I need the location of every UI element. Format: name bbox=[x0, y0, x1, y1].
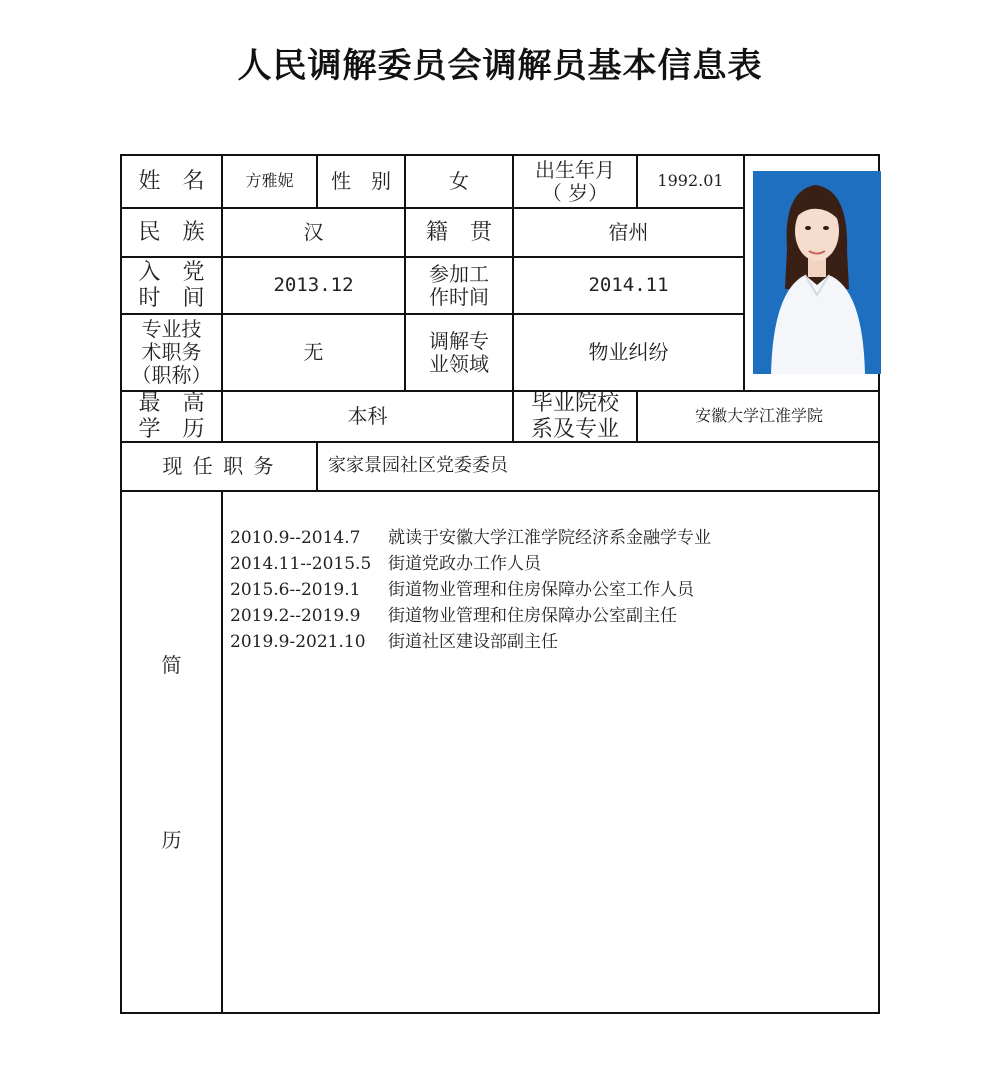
resume-desc: 街道物业管理和住房保障办公室工作人员 bbox=[388, 580, 694, 600]
title-label-line1: 专业技 bbox=[141, 317, 202, 341]
field-label-line2: 业领域 bbox=[429, 351, 489, 376]
resume-item bbox=[230, 551, 711, 577]
school-value: 安徽大学江淮学院 bbox=[694, 406, 823, 426]
resume-item bbox=[230, 603, 711, 629]
resume-label-bottom: 历 bbox=[161, 827, 182, 852]
portrait-photo-icon bbox=[753, 171, 881, 374]
professional-title-label bbox=[122, 315, 221, 390]
form-title: 人民调解委员会调解员基本信息表 bbox=[237, 46, 763, 86]
education-label bbox=[122, 392, 221, 441]
gender-label: 性 别 bbox=[331, 169, 391, 193]
professional-title-value: 无 bbox=[303, 340, 324, 364]
resume-period: 2019.9-2021.10 bbox=[230, 632, 366, 652]
work-label-line1: 参加工 bbox=[429, 261, 489, 286]
title-label-line3: （职称） bbox=[131, 363, 212, 387]
birth-label-line1: 出生年月 bbox=[535, 157, 615, 182]
edu-label-line1: 最 高 bbox=[138, 391, 205, 417]
col-divider bbox=[221, 490, 223, 1014]
field-label-line1: 调解专 bbox=[429, 328, 489, 353]
resume-period: 2015.6--2019.1 bbox=[230, 580, 361, 600]
resume-period: 2014.11--2015.5 bbox=[230, 554, 372, 574]
resume-item bbox=[230, 577, 711, 603]
resume-desc: 街道物业管理和住房保障办公室副主任 bbox=[388, 606, 677, 626]
mediation-field-label bbox=[406, 315, 512, 390]
ethnicity-value: 汉 bbox=[303, 220, 324, 244]
native-place-label: 籍 贯 bbox=[425, 219, 492, 245]
resume-desc: 街道社区建设部副主任 bbox=[388, 632, 558, 652]
resume-label-top: 简 bbox=[161, 652, 182, 677]
resume-item bbox=[230, 629, 711, 655]
school-label bbox=[514, 392, 636, 441]
title-label-line2: 术职务 bbox=[141, 340, 202, 364]
name-value: 方雅妮 bbox=[245, 171, 294, 191]
resume-desc: 就读于安徽大学江淮学院经济系金融学专业 bbox=[388, 528, 711, 548]
name-label: 姓 名 bbox=[138, 168, 205, 194]
position-label: 现 任 职 务 bbox=[162, 454, 276, 478]
resume-list bbox=[230, 525, 711, 655]
party-label-line1: 入 党 bbox=[138, 260, 205, 286]
resume-period: 2010.9--2014.7 bbox=[230, 528, 361, 548]
school-label-line1: 毕业院校 bbox=[530, 391, 619, 417]
edu-label-line2: 学 历 bbox=[138, 416, 205, 442]
birth-label-line2: （ 岁） bbox=[541, 180, 609, 205]
gender-value: 女 bbox=[449, 169, 469, 193]
position-value: 家家景园社区党委委员 bbox=[328, 455, 508, 477]
work-date-label bbox=[406, 258, 512, 313]
resume-period: 2019.2--2019.9 bbox=[230, 606, 361, 626]
resume-item bbox=[230, 525, 711, 551]
native-place-value: 宿州 bbox=[608, 220, 649, 244]
work-label-line2: 作时间 bbox=[429, 284, 489, 309]
col-divider bbox=[743, 154, 745, 391]
birth-value: 1992.01 bbox=[657, 171, 724, 191]
ethnicity-label: 民 族 bbox=[138, 219, 205, 245]
work-date-value: 2014.11 bbox=[588, 273, 669, 296]
education-value: 本科 bbox=[347, 404, 388, 428]
row-divider bbox=[120, 490, 880, 492]
birth-label bbox=[514, 156, 636, 207]
mediation-field-value: 物业纠纷 bbox=[588, 340, 669, 364]
resume-desc: 街道党政办工作人员 bbox=[388, 554, 541, 574]
school-label-line2: 系及专业 bbox=[530, 416, 619, 442]
party-label-line2: 时 间 bbox=[138, 285, 205, 311]
party-date-value: 2013.12 bbox=[273, 273, 354, 296]
party-date-label bbox=[122, 258, 221, 313]
portrait-photo bbox=[753, 171, 881, 374]
